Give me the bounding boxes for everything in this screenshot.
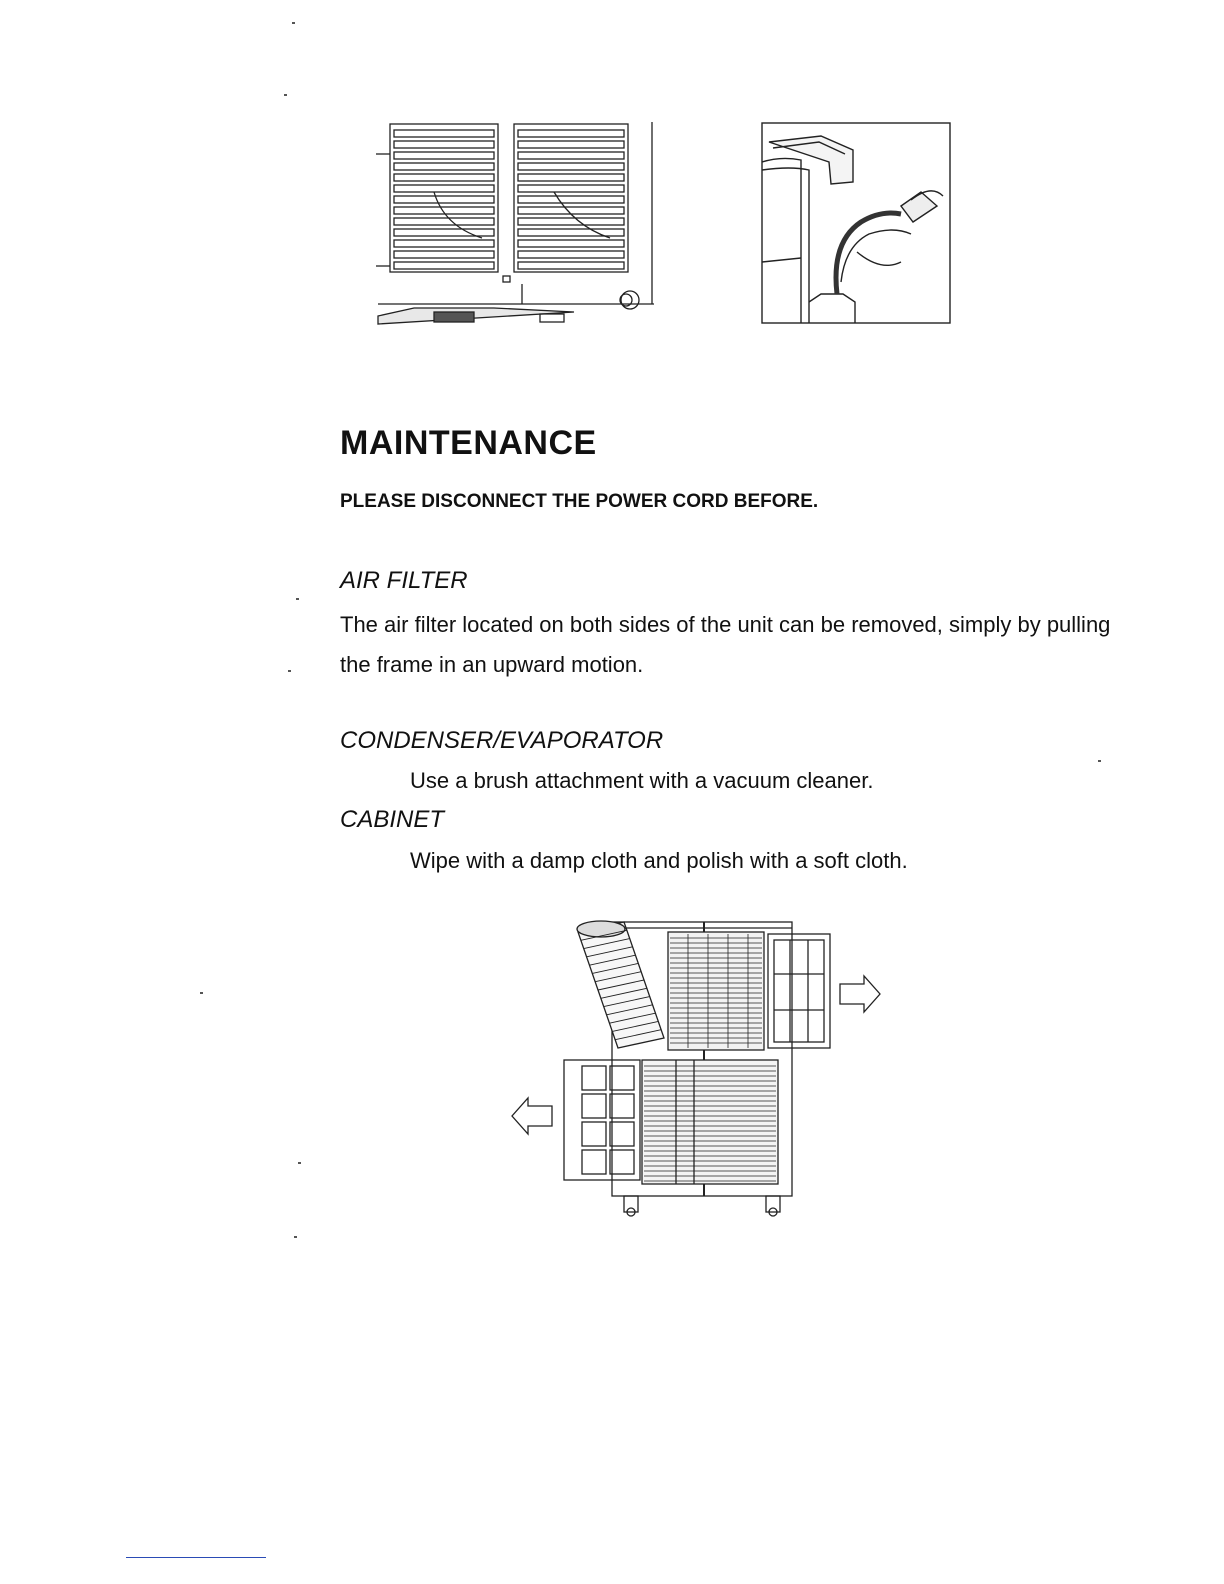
section-text-cabinet: Wipe with a damp cloth and polish with a soft cloth. (410, 848, 908, 873)
scan-speck (294, 1236, 297, 1238)
filter-removal-illustration (508, 918, 888, 1218)
scan-speck (1098, 760, 1101, 762)
scan-speck (296, 598, 299, 600)
section-heading-air-filter: AIR FILTER (340, 567, 468, 594)
scan-speck (288, 670, 291, 672)
footer-rule (126, 1557, 266, 1558)
warning-note: PLEASE DISCONNECT THE POWER CORD BEFORE. (340, 491, 819, 512)
scan-speck (298, 1162, 301, 1164)
section-heading-condenser: CONDENSER/EVAPORATOR (340, 727, 664, 754)
scan-speck (284, 94, 287, 96)
section-heading-cabinet: CABINET (340, 806, 445, 833)
page-title: MAINTENANCE (340, 424, 597, 462)
scan-speck (292, 22, 295, 24)
air-grille-illustration (374, 118, 664, 334)
scan-speck (200, 992, 203, 994)
section-text-air-filter: The air filter located on both sides of the unit can be removed, simply by pulling the frame in an upward motion. (340, 612, 1111, 677)
exhaust-hose-illustration (761, 122, 951, 324)
section-text-condenser: Use a brush attachment with a vacuum cleaner. (410, 768, 874, 793)
